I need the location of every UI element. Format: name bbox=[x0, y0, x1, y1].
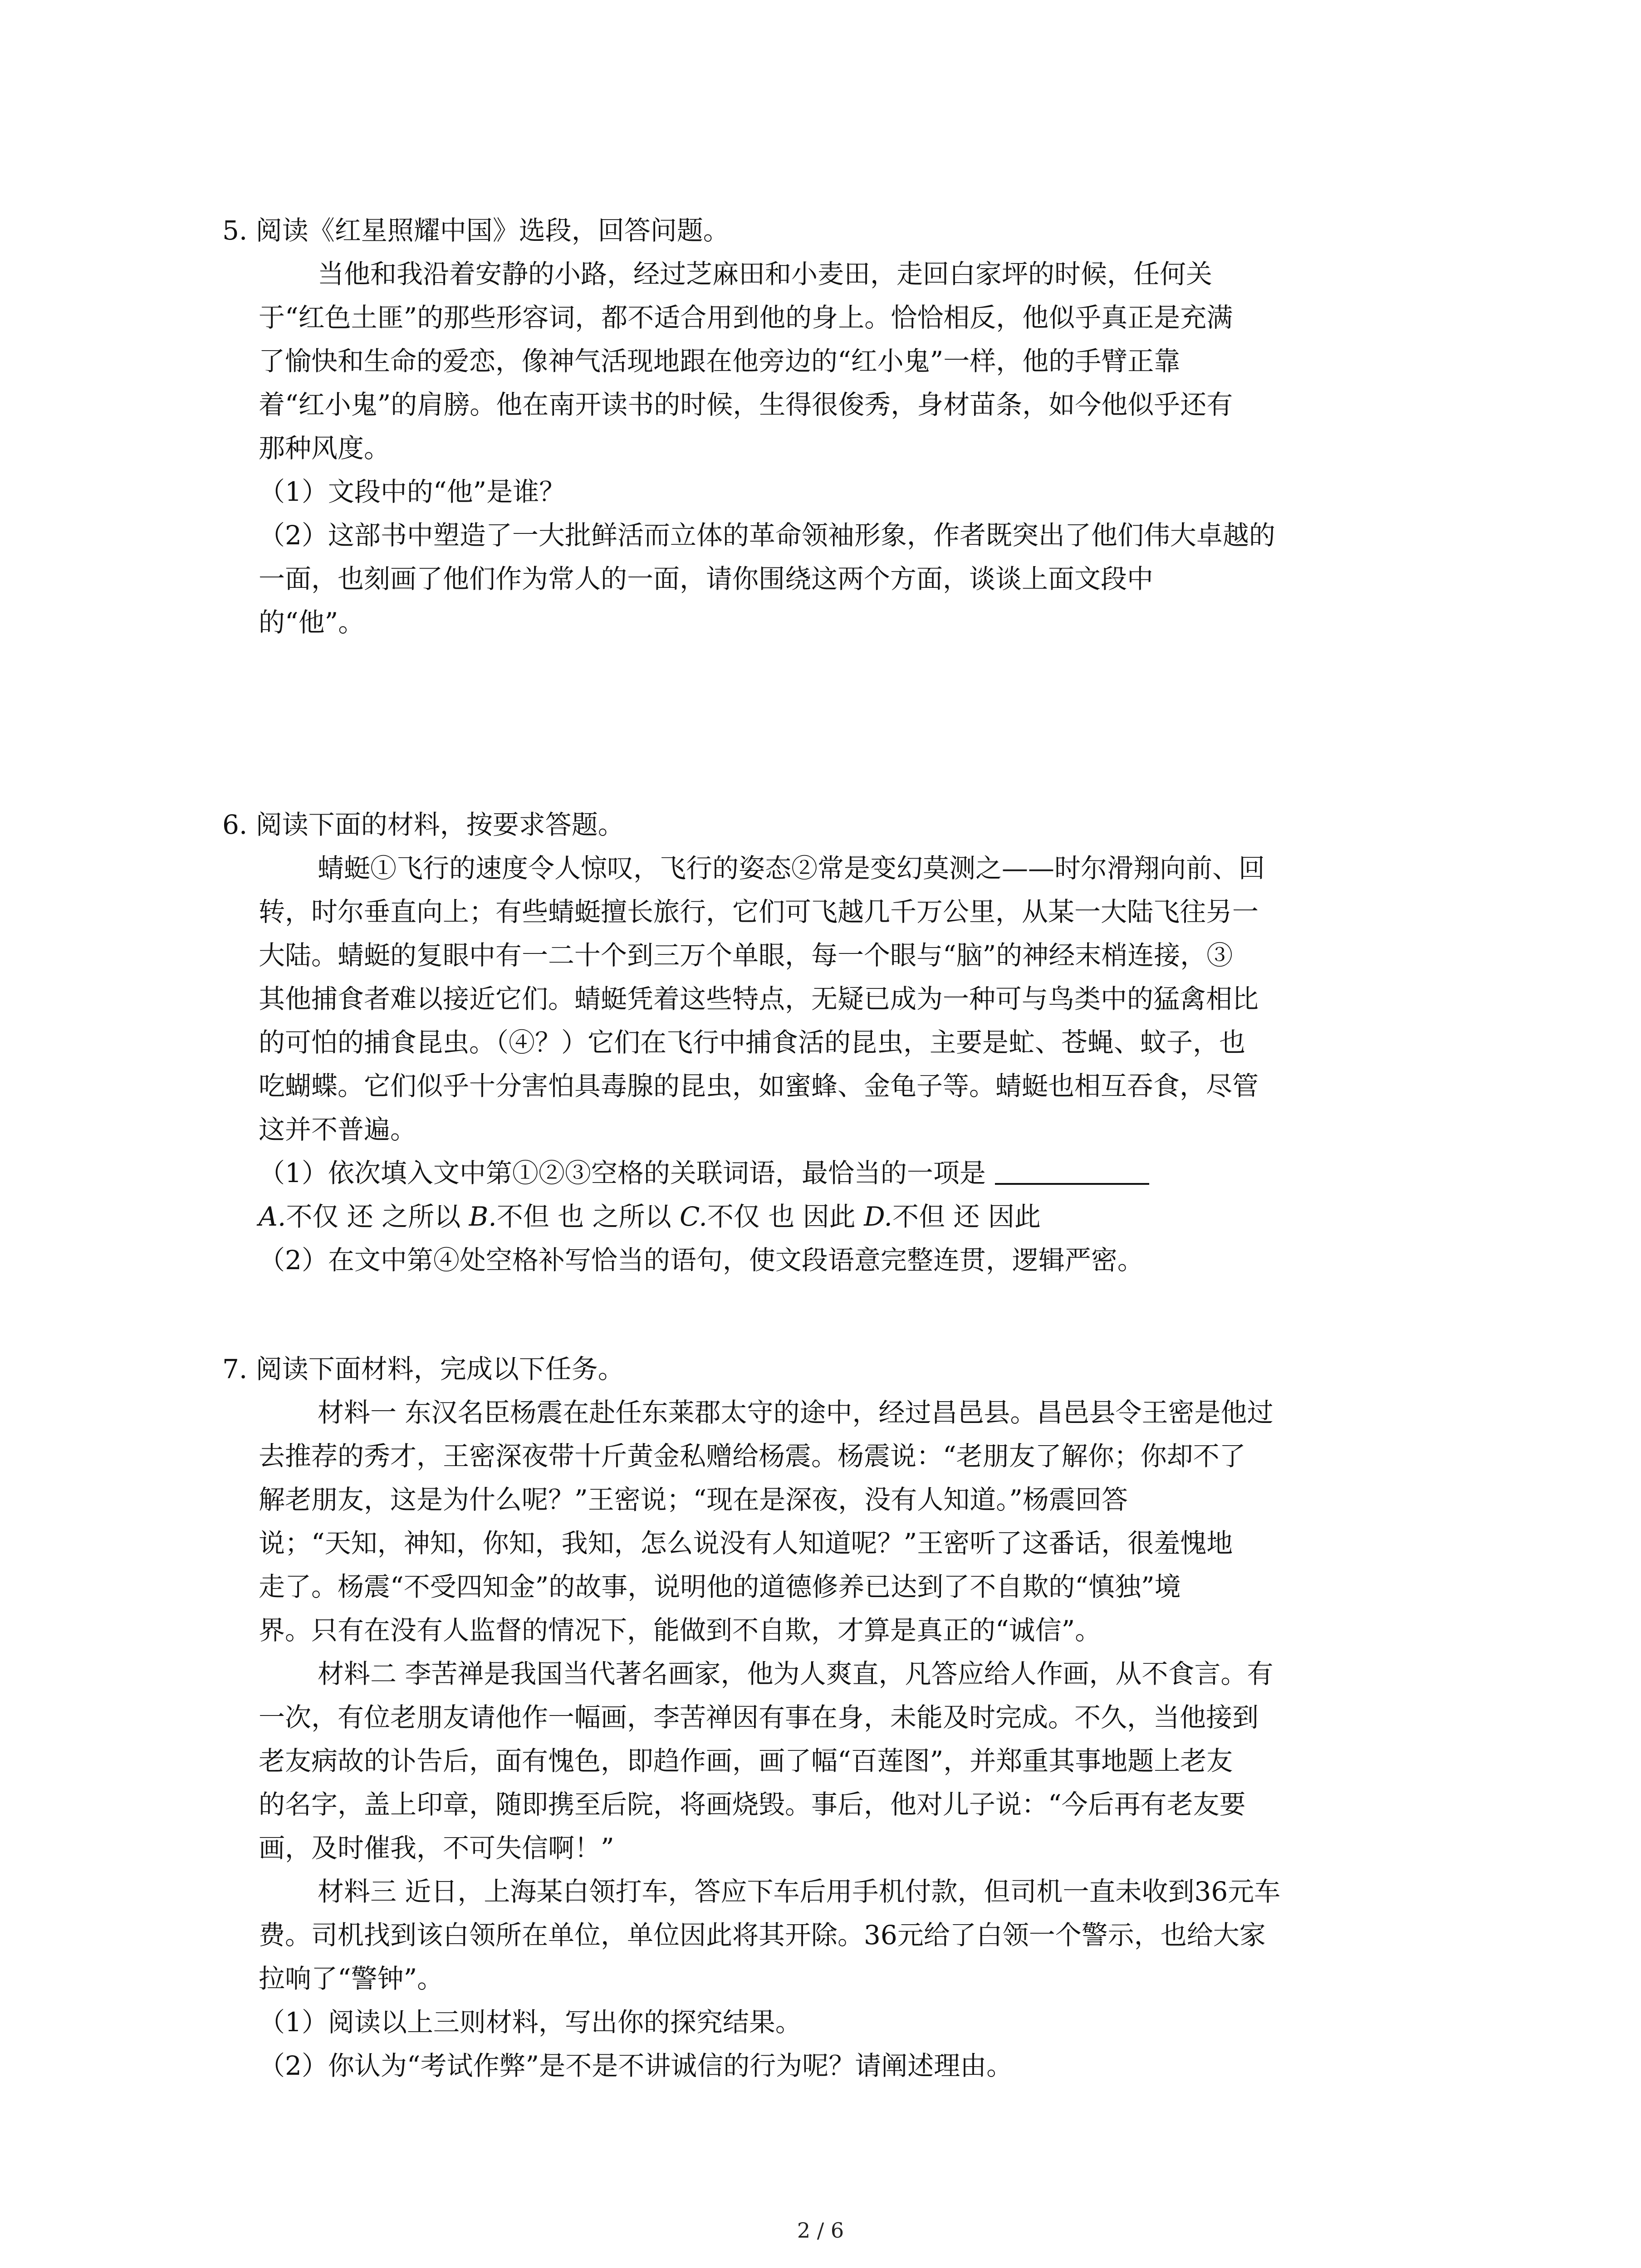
passage-line: 了愉快和生命的爱恋，像神气活现地跟在他旁边的“红小鬼”一样，他的手臂正靠 bbox=[259, 346, 1181, 376]
material-1-line: 说；“天知，神知，你知，我知，怎么说没有人知道呢？”王密听了这番话，很羞愧地 bbox=[259, 1528, 1233, 1559]
sub-question-1: （1）文段中的“他”是谁？ bbox=[259, 476, 566, 507]
question-7 bbox=[222, 1347, 1474, 2087]
option-a-label: A. bbox=[259, 1201, 286, 1232]
passage-line: 于“红色土匪”的那些形容词，都不适合用到他的身上。恰恰相反，他似乎真正是充满 bbox=[259, 302, 1233, 333]
sub-question-1-text: （1）依次填入文中第①②③空格的关联词语，最恰当的一项是 bbox=[259, 1158, 986, 1188]
material-2-line: 的名字，盖上印章，随即携至后院，将画烧毁。事后，他对儿子说：“今后再有老友要 bbox=[259, 1789, 1246, 1820]
question-6 bbox=[222, 803, 1474, 1282]
material-1-line: 走了。杨震“不受四知金”的故事，说明他的道德修养已达到了不自欺的“慎独”境 bbox=[259, 1571, 1181, 1602]
sub-question-2: （2）你认为“考试作弊”是不是不讲诚信的行为呢？请阐述理由。 bbox=[259, 2050, 1013, 2081]
sub-question-2: （2）在文中第④处空格补写恰当的语句，使文段语意完整连贯，逻辑严密。 bbox=[259, 1245, 1144, 1276]
sub-question-1 bbox=[222, 1151, 1474, 1195]
sub-question-2-cont: 的“他”。 bbox=[259, 607, 365, 638]
material-2-line: 老友病故的讣告后，面有愧色，即趋作画，画了幅“百莲图”，并郑重其事地题上老友 bbox=[259, 1745, 1233, 1776]
option-b-text: 不但 也 之所以 bbox=[496, 1201, 671, 1232]
material-2-line: 一次，有位老朋友请他作一幅画，李苦禅因有事在身，未能及时完成。不久，当他接到 bbox=[259, 1702, 1259, 1733]
passage-line: 蜻蜓①飞行的速度令人惊叹，飞行的姿态②常是变幻莫测之——时尔滑翔向前、回 bbox=[318, 853, 1265, 884]
passage-line: 其他捕食者难以接近它们。蜻蜓凭着这些特点，无疑已成为一种可与鸟类中的猛禽相比 bbox=[259, 983, 1259, 1014]
material-2-line: 画，及时催我，不可失信啊！” bbox=[259, 1833, 614, 1863]
passage-line: 的可怕的捕食昆虫。（④？）它们在飞行中捕食活的昆虫，主要是虻、苍蝇、蚊子，也 bbox=[259, 1027, 1246, 1058]
material-3-line: 拉响了“警钟”。 bbox=[259, 1963, 444, 1994]
passage-line: 当他和我沿着安静的小路，经过芝麻田和小麦田，走回白家坪的时候，任何关 bbox=[318, 259, 1213, 289]
sub-question-2: （2）这部书中塑造了一大批鲜活而立体的革命领袖形象，作者既突出了他们伟大卓越的 bbox=[259, 520, 1275, 551]
page-number: 2 / 6 bbox=[797, 2218, 844, 2243]
material-1-line: 去推荐的秀才，王密深夜带十斤黄金私赠给杨震。杨震说：“老朋友了解你；你却不了 bbox=[259, 1441, 1246, 1471]
question-7-title: 7. 阅读下面材料，完成以下任务。 bbox=[222, 1354, 624, 1384]
passage-line: 吃蝴蝶。它们似乎十分害怕具毒腺的昆虫，如蜜蜂、金龟子等。蜻蜓也相互吞食，尽管 bbox=[259, 1070, 1259, 1101]
passage-line: 那种风度。 bbox=[259, 433, 391, 464]
sub-question-2-cont: 一面，也刻画了他们作为常人的一面，请你围绕这两个方面，谈谈上面文段中 bbox=[259, 563, 1154, 594]
material-3-line: 材料三 近日，上海某白领打车，答应下车后用手机付款，但司机一直未收到36元车 bbox=[318, 1876, 1281, 1907]
passage-line: 着“红小鬼”的肩膀。他在南开读书的时候，生得很俊秀，身材苗条，如今他似乎还有 bbox=[259, 389, 1233, 420]
question-5 bbox=[222, 209, 1474, 644]
answer-blank[interactable] bbox=[995, 1156, 1149, 1185]
material-2-line: 材料二 李苦禅是我国当代著名画家，他为人爽直，凡答应给人作画，从不食言。有 bbox=[318, 1658, 1274, 1689]
question-5-title: 5. 阅读《红星照耀中国》选段，回答问题。 bbox=[222, 215, 730, 246]
material-1-line: 材料一 东汉名臣杨震在赴任东莱郡太守的途中，经过昌邑县。昌邑县令王密是他过 bbox=[318, 1397, 1274, 1428]
option-d-text: 不但 还 因此 bbox=[892, 1201, 1041, 1232]
material-3-line: 费。司机找到该白领所在单位，单位因此将其开除。36元给了白领一个警示，也给大家 bbox=[259, 1920, 1266, 1950]
passage-line: 这并不普遍。 bbox=[259, 1114, 417, 1145]
question-6-title: 6. 阅读下面的材料，按要求答题。 bbox=[222, 809, 624, 840]
option-c-label: C. bbox=[680, 1201, 707, 1232]
passage-line: 转，时尔垂直向上；有些蜻蜓擅长旅行，它们可飞越几千万公里，从某一大陆飞往另一 bbox=[259, 896, 1259, 927]
material-1-line: 界。只有在没有人监督的情况下，能做到不自欺，才算是真正的“诚信”。 bbox=[259, 1615, 1102, 1646]
option-d-label: D. bbox=[864, 1201, 892, 1232]
sub-question-1: （1）阅读以上三则材料，写出你的探究结果。 bbox=[259, 2007, 802, 2038]
option-c-text: 不仅 也 因此 bbox=[707, 1201, 856, 1232]
answer-options bbox=[222, 1195, 1474, 1238]
passage-line: 大陆。蜻蜓的复眼中有一二十个到三万个单眼，每一个眼与“脑”的神经末梢连接，③ bbox=[259, 940, 1233, 971]
material-1-line: 解老朋友，这是为什么呢？”王密说；“现在是深夜，没有人知道。”杨震回答 bbox=[259, 1484, 1128, 1515]
option-a-text: 不仅 还 之所以 bbox=[286, 1201, 461, 1232]
option-b-label: B. bbox=[469, 1201, 497, 1232]
